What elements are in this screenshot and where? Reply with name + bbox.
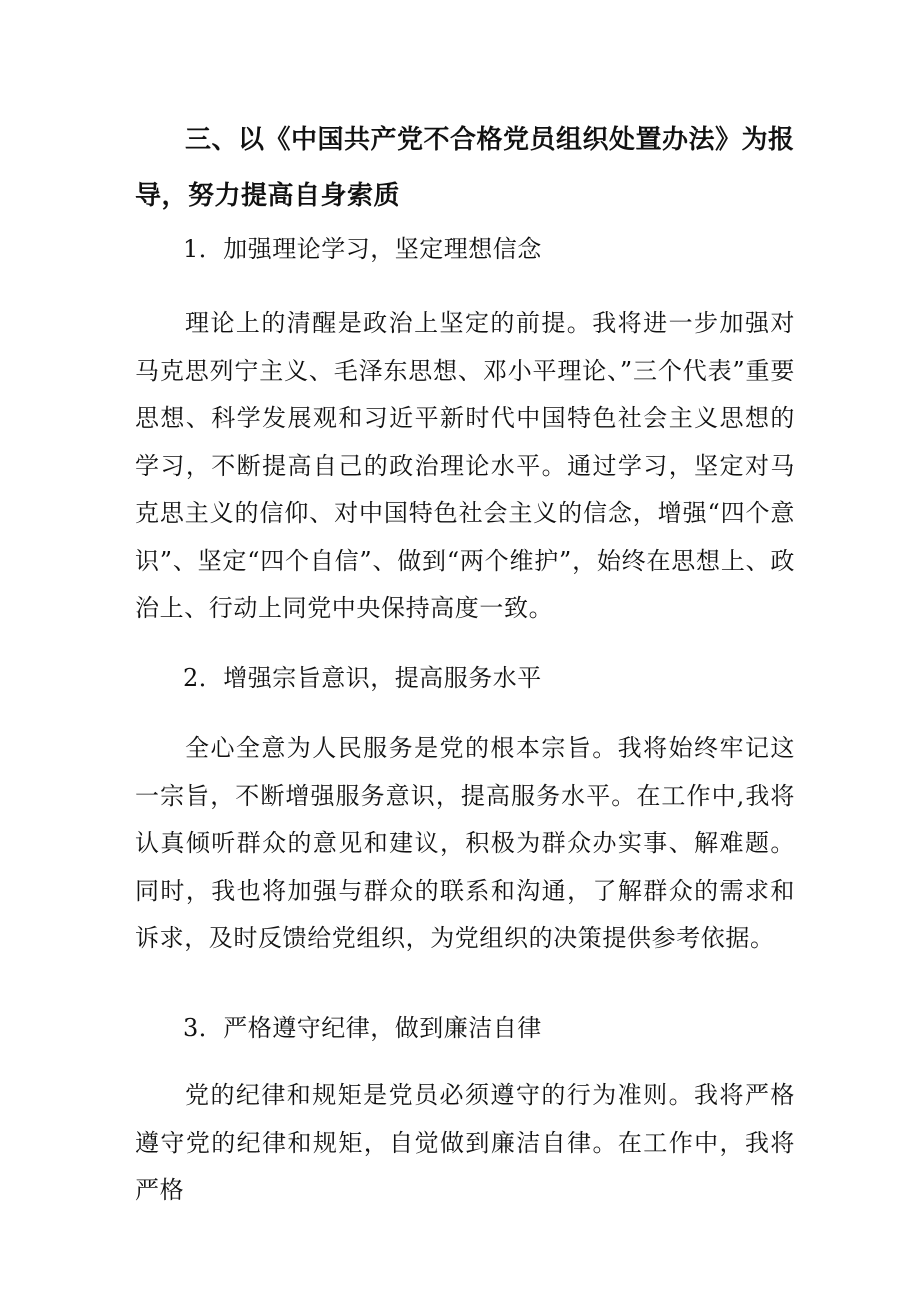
subsection-body-3: 党的纪律和规矩是党员必须遵守的行为准则。我将严格遵守党的纪律和规矩，自觉做到廉洁自律。在工作中，我将严格 bbox=[135, 1081, 795, 1204]
subsection-title-2: 2．增强宗旨意识，提高服务水平 bbox=[183, 664, 542, 692]
subsection-title-1: 1．加强理论学习，坚定理想信念 bbox=[183, 235, 542, 263]
section-heading: 三、以《中国共产党不合格党员组织处置办法》为报导，努力提高自身索质 bbox=[135, 125, 795, 211]
subsection-body-2: 全心全意为人民服务是党的根本宗旨。我将始终牢记这一宗旨，不断增强服务意识，提高服务水平。在工作中,我将认真倾听群众的意见和建议，积极为群众办实事、解难题。同时，我也将加强与群众的联系和沟通，了解群众的需求和诉求，及时反馈给党组织，为党组织的决策提供参考依据。 bbox=[135, 734, 795, 952]
subsection-body-1: 理论上的清醒是政治上坚定的前提。我将进一步加强对马克思列宁主义、毛泽东思想、邓小平理论、”三个代表”重要思想、科学发展观和习近平新时代中国特色社会主义思想的学习，不断提高自己的政治理论水平。通过学习，坚定对马克思主义的信仰、对中国特色社会主义的信念，增强“四个意识”、坚定“四个自信”、做到“两个维护”，始终在思想上、政治上、行动上同党中央保持高度一致。 bbox=[135, 309, 795, 622]
subsection-title-3: 3．严格遵守纪律，做到廉洁自律 bbox=[183, 1014, 542, 1042]
